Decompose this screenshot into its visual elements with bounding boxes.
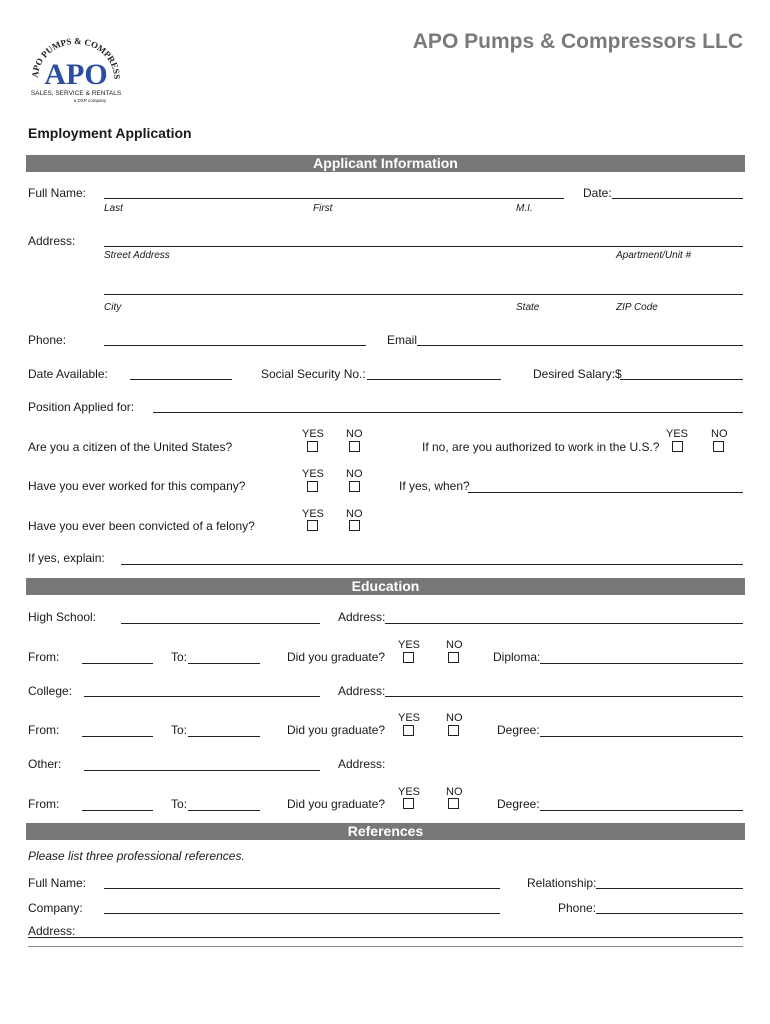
college-degree-label: Degree: — [497, 723, 540, 737]
if-yes-when-field[interactable] — [468, 492, 743, 493]
ssn-field[interactable] — [367, 379, 501, 380]
last-caption: Last — [104, 203, 123, 214]
other-yes-label: YES — [398, 786, 421, 798]
college-to-label: To: — [171, 723, 188, 737]
form-title: Employment Application — [28, 125, 192, 141]
felony-no-label: NO — [346, 508, 363, 520]
full-name-label: Full Name: — [28, 186, 87, 200]
ref-relationship-label: Relationship: — [527, 876, 597, 890]
hs-to-field[interactable] — [188, 663, 260, 664]
citizen-question: Are you a citizen of the United States? — [28, 440, 233, 454]
college-degree-field[interactable] — [540, 736, 743, 737]
address-label: Address: — [28, 234, 76, 248]
diploma-field[interactable] — [540, 663, 743, 664]
college-graduate-no-checkbox[interactable] — [448, 725, 459, 736]
worked-question: Have you ever worked for this company? — [28, 479, 246, 493]
date-label: Date: — [583, 186, 612, 200]
street-caption: Street Address — [104, 250, 170, 261]
logo-arc-text: APO PUMPS & COMPRESS — [29, 35, 123, 80]
city-state-zip-field[interactable] — [104, 294, 743, 295]
ref-address-field[interactable] — [28, 937, 743, 938]
logo-sub-text: SALES, SERVICE & RENTALS — [30, 90, 122, 97]
authorized-question: If no, are you authorized to work in the U.S.? — [422, 440, 660, 454]
ref-company-label: Company: — [28, 901, 83, 915]
college-graduate-label: Did you graduate? — [287, 723, 386, 737]
mi-caption: M.I. — [516, 203, 533, 214]
college-from-label: From: — [28, 723, 60, 737]
company-name: APO Pumps & Compressors LLC — [412, 30, 743, 53]
zip-caption: ZIP Code — [616, 302, 658, 313]
other-to-label: To: — [171, 797, 188, 811]
hs-from-field[interactable] — [82, 663, 153, 664]
ref-address-divider — [28, 946, 743, 947]
hs-no-label: NO — [446, 639, 463, 651]
section-applicant-header: Applicant Information — [26, 155, 745, 172]
other-field[interactable] — [84, 770, 320, 771]
logo-small-text: a DXP company — [73, 98, 107, 103]
other-graduate-label: Did you graduate? — [287, 797, 386, 811]
other-degree-label: Degree: — [497, 797, 540, 811]
citizen-yes-label: YES — [302, 428, 325, 440]
authorized-no-checkbox[interactable] — [713, 441, 724, 452]
city-caption: City — [104, 302, 122, 313]
phone-field[interactable] — [104, 345, 366, 346]
section-references-header: References — [26, 823, 745, 840]
hs-yes-label: YES — [398, 639, 421, 651]
high-school-label: High School: — [28, 610, 97, 624]
salary-field[interactable] — [620, 379, 743, 380]
state-caption: State — [516, 302, 540, 313]
diploma-label: Diploma: — [493, 650, 541, 664]
hs-to-label: To: — [171, 650, 188, 664]
date-available-label: Date Available: — [28, 367, 108, 381]
college-label: College: — [28, 684, 73, 698]
hs-graduate-yes-checkbox[interactable] — [403, 652, 414, 663]
email-field[interactable] — [417, 345, 743, 346]
hs-graduate-label: Did you graduate? — [287, 650, 386, 664]
college-to-field[interactable] — [188, 736, 260, 737]
position-label: Position Applied for: — [28, 400, 135, 414]
company-logo — [24, 26, 124, 106]
date-field[interactable] — [612, 198, 743, 199]
other-no-label: NO — [446, 786, 463, 798]
high-school-address-label: Address: — [338, 610, 386, 624]
full-name-field[interactable] — [104, 198, 564, 199]
other-from-label: From: — [28, 797, 60, 811]
hs-graduate-no-checkbox[interactable] — [448, 652, 459, 663]
college-address-label: Address: — [338, 684, 386, 698]
worked-yes-label: YES — [302, 468, 325, 480]
other-graduate-yes-checkbox[interactable] — [403, 798, 414, 809]
email-label: Email — [387, 333, 418, 347]
ref-full-name-field[interactable] — [104, 888, 500, 889]
college-no-label: NO — [446, 712, 463, 724]
logo-mark: APO — [44, 58, 108, 91]
citizen-no-checkbox[interactable] — [349, 441, 360, 452]
felony-no-checkbox[interactable] — [349, 520, 360, 531]
felony-yes-checkbox[interactable] — [307, 520, 318, 531]
worked-no-checkbox[interactable] — [349, 481, 360, 492]
ref-relationship-field[interactable] — [596, 888, 743, 889]
high-school-field[interactable] — [121, 623, 320, 624]
authorized-no-label: NO — [711, 428, 728, 440]
worked-no-label: NO — [346, 468, 363, 480]
section-education-header: Education — [26, 578, 745, 595]
first-caption: First — [313, 203, 333, 214]
authorized-yes-label: YES — [666, 428, 689, 440]
college-yes-label: YES — [398, 712, 421, 724]
high-school-address-field[interactable] — [385, 623, 743, 624]
explain-field[interactable] — [121, 564, 743, 565]
other-label: Other: — [28, 757, 62, 771]
authorized-yes-checkbox[interactable] — [672, 441, 683, 452]
ref-company-field[interactable] — [104, 913, 500, 914]
ref-phone-field[interactable] — [596, 913, 743, 914]
citizen-yes-checkbox[interactable] — [307, 441, 318, 452]
college-field[interactable] — [84, 696, 320, 697]
explain-label: If yes, explain: — [28, 551, 105, 565]
ref-address-label: Address: — [28, 924, 76, 938]
college-graduate-yes-checkbox[interactable] — [403, 725, 414, 736]
college-from-field[interactable] — [82, 736, 153, 737]
ref-phone-label: Phone: — [558, 901, 597, 915]
other-to-field[interactable] — [188, 810, 260, 811]
ssn-label: Social Security No.: — [261, 367, 366, 381]
phone-label: Phone: — [28, 333, 67, 347]
ref-full-name-label: Full Name: — [28, 876, 87, 890]
other-from-field[interactable] — [82, 810, 153, 811]
felony-question: Have you ever been convicted of a felony? — [28, 519, 255, 533]
college-address-field[interactable] — [385, 696, 743, 697]
street-address-field[interactable] — [104, 246, 743, 247]
other-degree-field[interactable] — [540, 810, 743, 811]
citizen-no-label: NO — [346, 428, 363, 440]
felony-yes-label: YES — [302, 508, 325, 520]
date-available-field[interactable] — [130, 379, 232, 380]
worked-yes-checkbox[interactable] — [307, 481, 318, 492]
position-field[interactable] — [153, 412, 743, 413]
salary-label: Desired Salary:$ — [533, 367, 622, 381]
other-graduate-no-checkbox[interactable] — [448, 798, 459, 809]
other-address-label: Address: — [338, 757, 386, 771]
if-yes-when-label: If yes, when? — [399, 479, 470, 493]
apt-caption: Apartment/Unit # — [616, 250, 692, 261]
hs-from-label: From: — [28, 650, 60, 664]
references-instruction: Please list three professional references. — [28, 849, 245, 863]
